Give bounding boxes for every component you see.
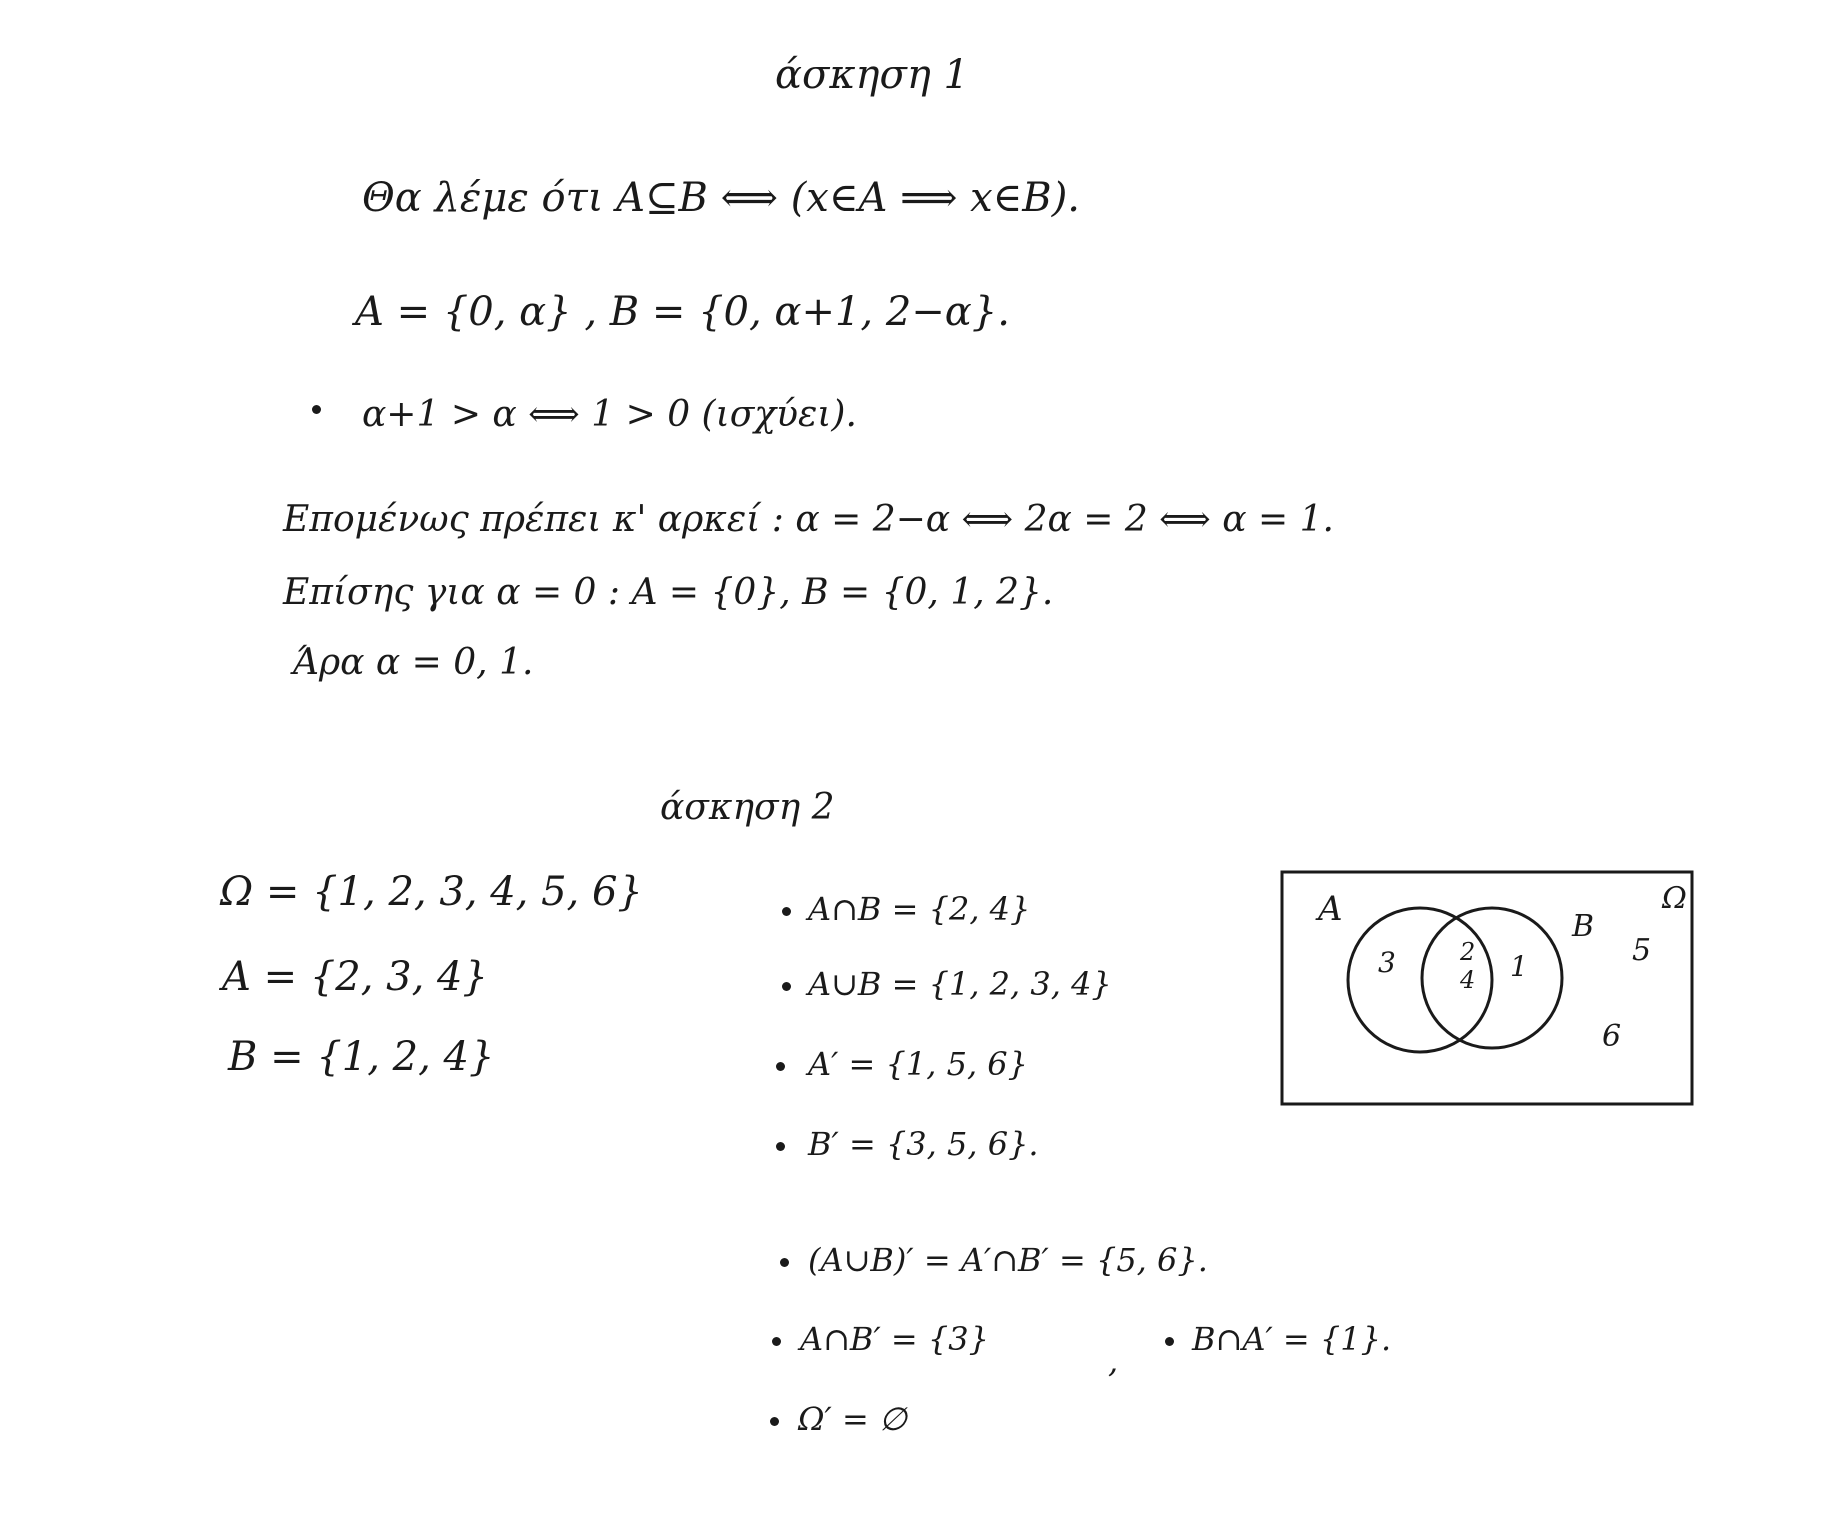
venn-outside-5: 5: [1632, 933, 1652, 968]
bullet: [776, 1142, 785, 1151]
subset-definition: Θα λέμε ότι A⊆B ⟺ (x∈A ⟹ x∈B).: [362, 175, 1081, 221]
set-b: B = {1, 2, 4}: [228, 1034, 495, 1080]
venn-label-a: A: [1318, 889, 1343, 929]
bullet: [770, 1417, 779, 1426]
bullet: [780, 1258, 789, 1267]
exercise-1-title: άσκηση 1: [775, 52, 969, 98]
therefore-line: Επομένως πρέπει κ' αρκεί : α = 2−α ⟺ 2α = 2 ⟺ α = 1.: [283, 499, 1334, 540]
result-b-minus-a: B∩A′ = {1}.: [1192, 1320, 1392, 1358]
also-line: Επίσης για α = 0 : A = {0}, B = {0, 1, 2}.: [283, 572, 1054, 613]
venn-only-b: 1: [1510, 950, 1528, 983]
set-a: A = {2, 3, 4}: [222, 954, 488, 1000]
venn-label-b: B: [1572, 909, 1595, 944]
result-de-morgan: (A∪B)′ = A′∩B′ = {5, 6}.: [808, 1241, 1208, 1279]
bullet: [312, 405, 321, 414]
result-b-complement: B′ = {3, 5, 6}.: [808, 1125, 1039, 1163]
venn-diagram: [1270, 860, 1710, 1120]
bullet: [776, 1062, 785, 1071]
result-omega-complement: Ω′ = ∅: [798, 1400, 907, 1438]
result-a-minus-b: A∩B′ = {3}: [800, 1320, 989, 1358]
result-intersection: A∩B = {2, 4}: [808, 890, 1031, 928]
venn-intersection-bottom: 4: [1460, 966, 1476, 994]
answer-line: Άρα α = 0, 1.: [293, 642, 534, 683]
venn-only-a: 3: [1378, 946, 1396, 979]
result-union: A∪B = {1, 2, 3, 4}: [808, 965, 1112, 1003]
venn-outside-6: 6: [1602, 1019, 1622, 1054]
bullet: [782, 982, 791, 991]
bullet: [1165, 1337, 1174, 1346]
separator-comma: ,: [1108, 1342, 1119, 1380]
inequality-line: α+1 > α ⟺ 1 > 0 (ισχύει).: [362, 394, 857, 435]
venn-intersection-top: 2: [1460, 938, 1476, 966]
bullet: [782, 907, 791, 916]
result-a-complement: A′ = {1, 5, 6}: [808, 1045, 1029, 1083]
exercise-2-title: άσκηση 2: [660, 787, 835, 828]
sets-definition: A = {0, α} , B = {0, α+1, 2−α}.: [355, 289, 1010, 335]
omega-set: Ω = {1, 2, 3, 4, 5, 6}: [220, 869, 643, 915]
bullet: [772, 1337, 781, 1346]
venn-label-omega: Ω: [1662, 881, 1687, 916]
